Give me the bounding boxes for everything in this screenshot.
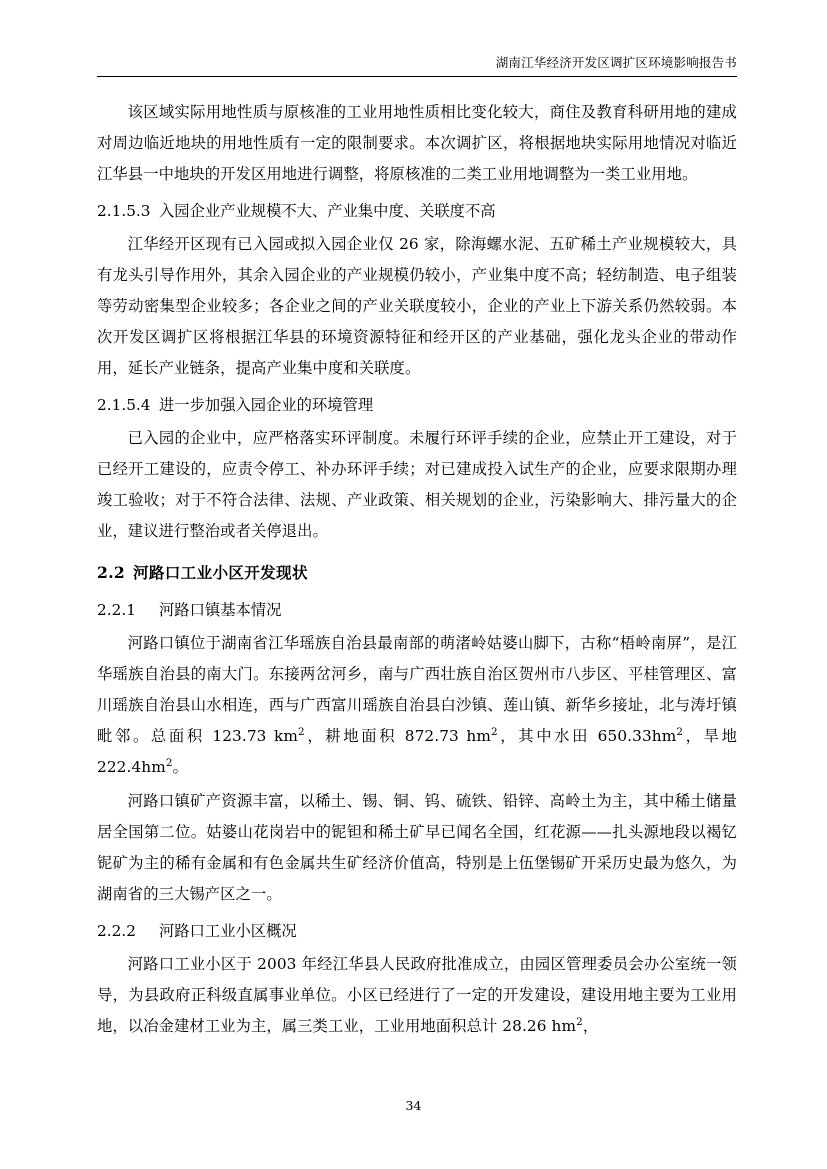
heading-2-1-5-3-text: 入园企业产业规模不大、产业集中度、关联度不高 — [159, 201, 496, 220]
town-overview-part-a: 河路口镇位于湖南省江华瑶族自治县最南部的萌渚岭姑婆山脚下，古称“梧岭南屏”，是江华瑶族自治县的南大门。东接两岔河乡，南与广西壮族自治区贺州市八步区、平桂管理区、富川瑶族自治县山水相连，西与广西富川瑶族自治县白沙镇、莲山镇、新华乡接址，北与涛圩镇毗邻。总面积 123.73 km — [97, 633, 737, 745]
industrial-park-part-a: 河路口工业小区于 2003 年经江华县人民政府批准成立，由园区管理委员会办公室统一领导，为县政府正科级直属事业单位。小区已经进行了一定的开发建设，建设用地主要为工业用地，以冶金建材工业为主，属三类工业，工业用地面积总计 28.26 hm — [97, 955, 737, 1036]
heading-2-2-number: 2.2 — [97, 563, 126, 583]
heading-2-2 — [97, 557, 737, 589]
heading-2-2-text: 河路口工业小区开发现状 — [133, 563, 308, 583]
page-header — [97, 54, 737, 76]
sup-square-1: 2 — [298, 725, 305, 738]
heading-2-1-5-4 — [97, 390, 737, 421]
industrial-park-part-b: ， — [582, 1017, 599, 1036]
heading-2-2-1-number: 2.2.1 — [97, 600, 136, 619]
paragraph-mineral-resources: 河路口镇矿产资源丰富，以稀土、锡、铜、钨、硫铁、铅锌、高岭土为主，其中稀土储量居全国第二位。姑婆山花岗岩中的铌钽和稀土矿早已闻名全国，红花源——扎头源地段以褐钇铌矿为主的稀有金属和有色金属共生矿经济价值高，特别是上伍堡锡矿开采历史最为悠久，为湖南省的三大锡产区之一。 — [97, 792, 737, 904]
running-title: 湖南江华经济开发区调扩区环境影响报告书 — [495, 55, 737, 70]
sup-square-4: 2 — [165, 756, 173, 769]
page-content — [97, 54, 737, 1045]
paragraph-industry-scale: 江华经开区现有已入园或拟入园企业仅 26 家，除海螺水泥、五矿稀土产业规模较大，具有龙头引导作用外，其余入园企业的产业规模仍较小，产业集中度不高；轻纺制造、电子组装等劳动密集型企业较多；各企业之间的产业关联度较小，企业的产业上下游关系仍然较弱。本次开发区调扩区将根据江华县的环境资源特征和经开区的产业基础，强化龙头企业的带动作用，延长产业链条，提高产业集中度和关联度。 — [97, 234, 737, 377]
sup-square-2: 2 — [490, 725, 498, 738]
sup-square-5: 2 — [576, 1016, 583, 1029]
heading-2-2-2 — [97, 916, 737, 947]
town-overview-part-b: ，耕地面积 872.73 hm — [304, 726, 491, 745]
heading-2-2-1-text: 河路口镇基本情况 — [159, 600, 282, 619]
paragraph-town-overview — [97, 628, 737, 783]
paragraph-industrial-park — [97, 949, 737, 1042]
town-overview-part-e: 。 — [172, 758, 188, 777]
heading-2-1-5-4-text: 进一步加强入园企业的环境管理 — [159, 395, 374, 414]
paragraph-intro: 该区域实际用地性质与原核准的工业用地性质相比变化较大，商住及教育科研用地的建成对周边临近地块的用地性质有一定的限制要求。本次调扩区，将根据地块实际用地情况对临近江华县一中地块的开发区用地进行调整，将原核准的二类工业用地调整为一类工业用地。 — [97, 102, 737, 183]
heading-2-2-1 — [97, 595, 737, 626]
page-number: 34 — [405, 1098, 422, 1113]
sup-square-3: 2 — [676, 725, 684, 738]
heading-2-1-5-3-number: 2.1.5.3 — [97, 201, 151, 220]
heading-2-2-2-text: 河路口工业小区概况 — [159, 922, 297, 941]
heading-2-2-2-number: 2.2.2 — [97, 922, 136, 941]
heading-2-1-5-3 — [97, 196, 737, 227]
town-overview-part-c: ，其中水田 650.33hm — [497, 726, 677, 745]
heading-2-1-5-4-number: 2.1.5.4 — [97, 395, 151, 414]
town-overview-part-d: ，旱地 222.4hm — [97, 726, 737, 777]
paragraph-env-management: 已入园的企业中，应严格落实环评制度。未履行环评手续的企业，应禁止开工建设，对于已经开工建设的，应责令停工、补办环评手续；对已建成投入试生产的企业，应要求限期办理竣工验收；对于不符合法律、法规、产业政策、相关规划的企业，污染影响大、排污量大的企业，建议进行整治或者关停退出。 — [97, 428, 737, 541]
header-divider — [97, 76, 737, 77]
